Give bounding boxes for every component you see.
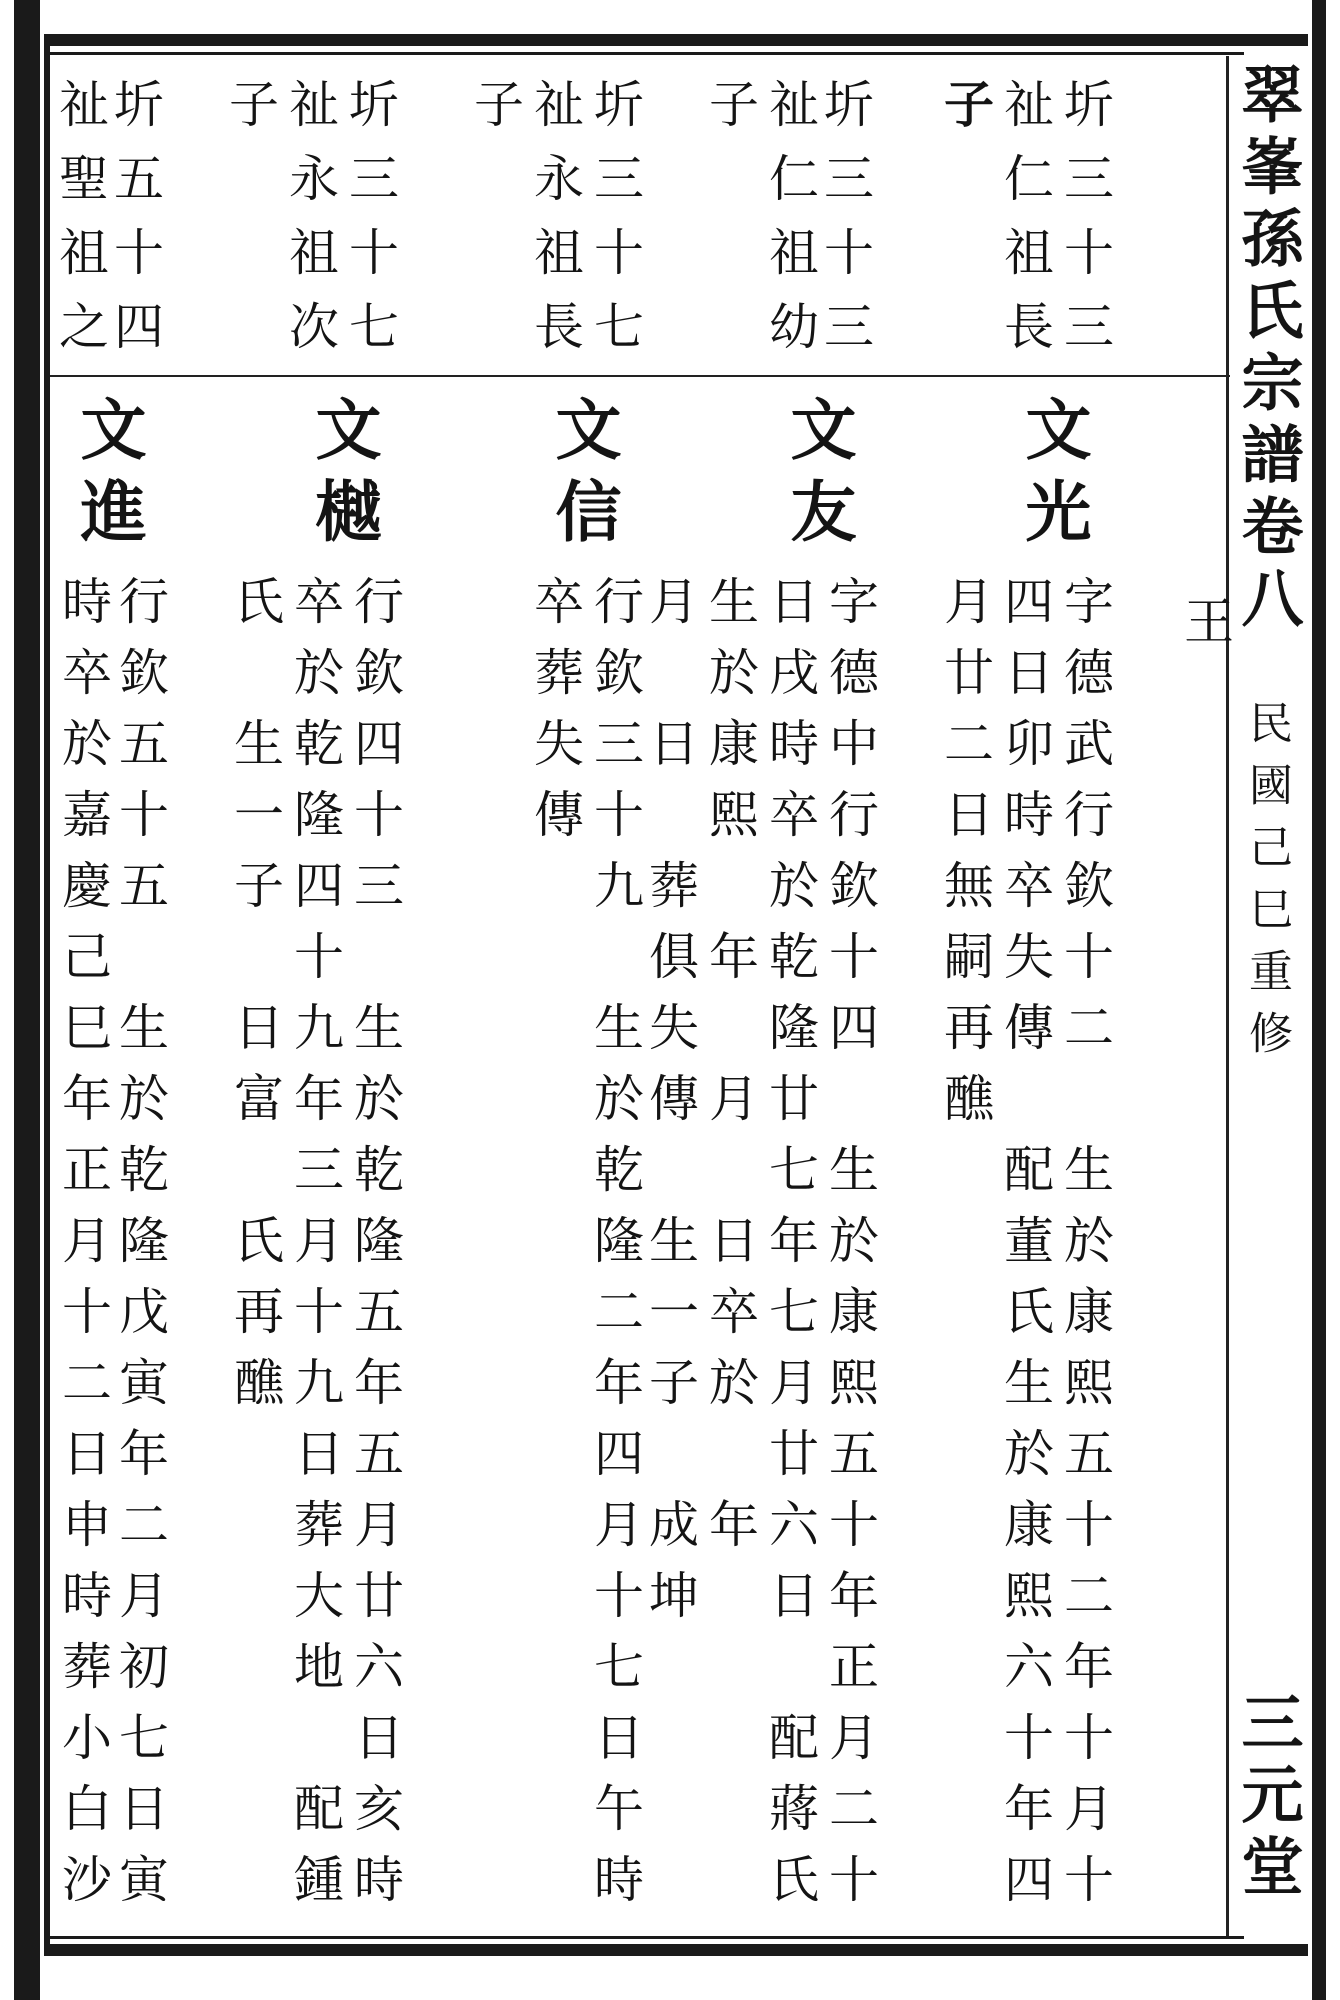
father-line: 祉仁祖幼 (761, 78, 819, 374)
father-line: 子 (701, 78, 759, 152)
biography-line: 卒葬失傳 (526, 575, 584, 859)
biography-line: 行欽五十五 生於乾隆戊寅年二月初七日寅 (111, 575, 169, 1924)
person-name: 文友 (779, 395, 857, 559)
biography-line: 字德武行欽十二 生於康熙五十二年十月十 (1056, 575, 1114, 1924)
frame-left-border (44, 34, 50, 1956)
frame-bottom-inner-border (44, 1936, 1244, 1939)
frame-top-inner-border (44, 52, 1244, 55)
father-line: 祉仁祖長 (996, 78, 1054, 374)
biography-line: 行欽三十九 生於乾隆二年四月十七日午時 (586, 575, 644, 1924)
biography-line: 日戌時卒於乾隆廿七年七月廿六日 配蔣氏 (761, 575, 819, 1924)
biography-line: 字德中行欽十四 生於康熙五十年正月二十 (821, 575, 879, 1924)
biography-line: 氏 生一子 日富 氏再醮 (226, 575, 284, 1427)
biography-line: 時卒於嘉慶己巳年正月十二日申時葬小白沙 (54, 575, 112, 1924)
father-line: 圻三十七 (586, 78, 644, 374)
spine-title: 翠峯孫氏宗譜卷八 (1231, 62, 1304, 638)
father-line: 祉永祖次 (281, 78, 339, 374)
frame-bottom-border (44, 1944, 1308, 1956)
father-line: 子 (221, 78, 279, 152)
father-line: 圻五十四 (106, 78, 164, 374)
spillover-text: 王 (1176, 595, 1234, 666)
biography-line: 月廿二日無嗣再醮 (936, 575, 994, 1143)
father-line: 祉永祖長 (526, 78, 584, 374)
register-divider (50, 375, 1230, 377)
book-binding-left (14, 0, 40, 2000)
person-name: 文信 (544, 395, 622, 559)
person-name: 文樾 (304, 395, 382, 559)
book-binding-right (1312, 0, 1326, 2000)
biography-line: 卒於乾隆四十九年三月十九日葬大地 配鍾 (286, 575, 344, 1924)
father-line: 子 (936, 78, 995, 152)
father-line: 子 (466, 78, 524, 152)
father-line: 祉聖祖之 (51, 78, 109, 374)
biography-line: 四日卯時卒失傳 配董氏生於康熙六十年四 (996, 575, 1054, 1924)
father-line: 圻三十七 (341, 78, 399, 374)
person-name: 文進 (69, 395, 147, 559)
biography-line: 行欽四十三 生於乾隆五年五月廿六日亥時 (346, 575, 404, 1924)
spine-hall-name: 三元堂 (1231, 1690, 1304, 1906)
person-name: 文光 (1014, 395, 1092, 559)
spine-edition: 民國己巳重修 (1241, 700, 1292, 1072)
father-line: 圻三十三 (816, 78, 874, 374)
biography-line: 月 日 葬俱失傳 生一子 成坤 (641, 575, 699, 1640)
spine-divider (1226, 56, 1229, 1936)
frame-top-border (44, 34, 1308, 46)
father-line: 圻三十三 (1056, 78, 1114, 374)
biography-line: 生於康熙 年 月 日卒於 年 (701, 575, 759, 1569)
